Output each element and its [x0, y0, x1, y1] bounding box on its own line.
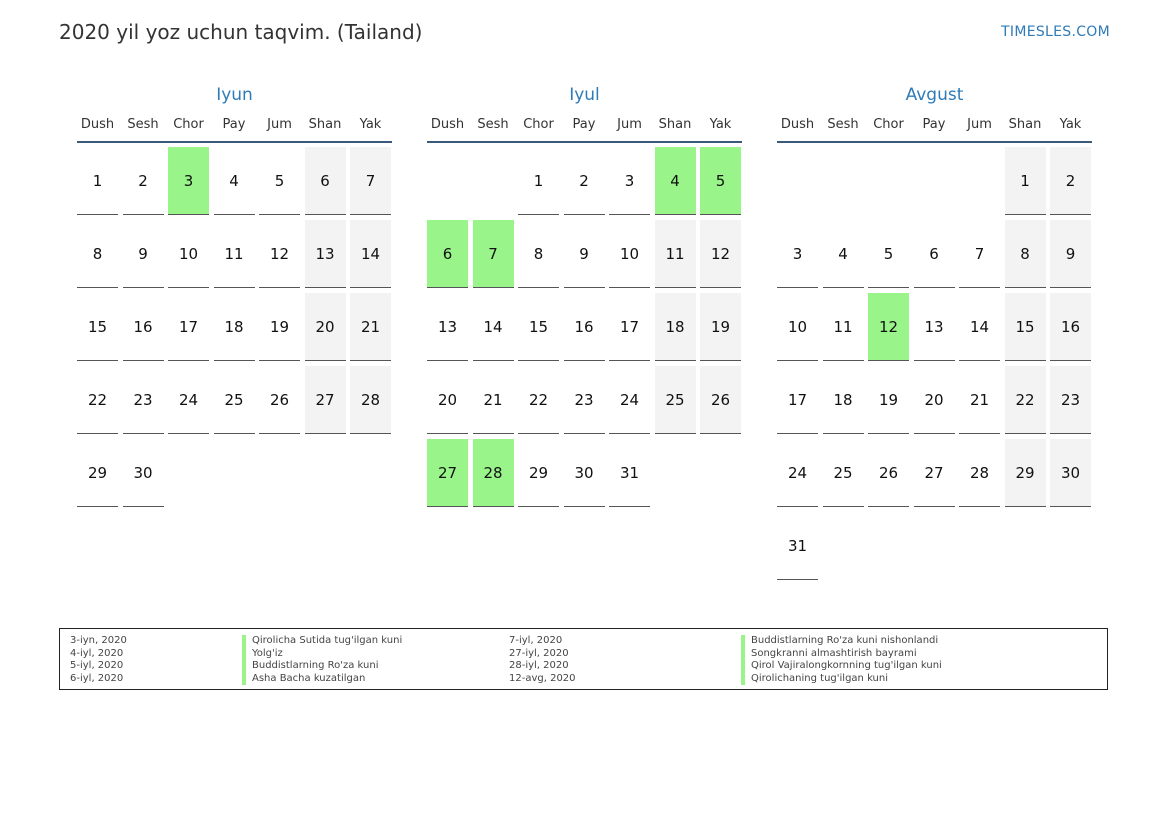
day-cell: 13: [914, 293, 955, 361]
weekday-label: Pay: [922, 117, 946, 132]
day-cell: 8: [518, 220, 559, 288]
month-calendar-july: [427, 84, 742, 507]
legend-dates-col-2: [509, 635, 576, 685]
day-cell: 23: [564, 366, 605, 434]
day-cell: 2: [564, 147, 605, 215]
day-cell: 28: [959, 439, 1000, 507]
day-cell: 16: [1050, 293, 1091, 361]
weekday-label: Chor: [873, 117, 904, 132]
empty-day-cell: [823, 147, 864, 215]
empty-day-cell: [914, 147, 955, 215]
weekday-label: Jum: [267, 117, 292, 132]
day-cell: 20: [427, 366, 468, 434]
day-cell: 21: [350, 293, 391, 361]
day-cell: 4: [214, 147, 255, 215]
empty-day-cell: [777, 147, 818, 215]
day-cell: 13: [427, 293, 468, 361]
day-cell: 22: [518, 366, 559, 434]
day-cell: 17: [609, 293, 650, 361]
day-cell: 9: [564, 220, 605, 288]
legend-holiday-name: Buddistlarning Ro'za kuni: [242, 660, 402, 673]
legend-date: 12-avg, 2020: [509, 672, 576, 684]
day-cell: 31: [609, 439, 650, 507]
day-cell: 2: [1050, 147, 1091, 215]
day-cell: 3: [609, 147, 650, 215]
holiday-legend: [59, 628, 1108, 690]
day-cell: 14: [350, 220, 391, 288]
day-cell: 26: [700, 366, 741, 434]
holiday-day-cell: 4: [655, 147, 696, 215]
day-cell: 12: [259, 220, 300, 288]
weekday-label: Chor: [523, 117, 554, 132]
month-title: Avgust: [905, 85, 964, 105]
holiday-day-cell: 3: [168, 147, 209, 215]
day-cell: 5: [259, 147, 300, 215]
legend-date: 3-iyn, 2020: [70, 635, 127, 646]
day-cell: 25: [655, 366, 696, 434]
day-cell: 22: [77, 366, 118, 434]
month-calendar-june: [77, 84, 392, 507]
legend-holiday-name: Yolg'iz: [242, 648, 402, 661]
day-cell: 6: [305, 147, 346, 215]
weekday-label: Yak: [359, 117, 382, 132]
day-cell: 26: [868, 439, 909, 507]
weekday-header-row: [777, 108, 1092, 143]
day-cell: 24: [168, 366, 209, 434]
legend-holiday-name: Qirolicha Sutida tug'ilgan kuni: [242, 635, 402, 648]
day-cell: 29: [518, 439, 559, 507]
legend-date: 27-iyl, 2020: [509, 647, 569, 659]
day-cell: 9: [1050, 220, 1091, 288]
legend-names-col-2: [741, 635, 942, 685]
holiday-day-cell: 6: [427, 220, 468, 288]
day-cell: 1: [518, 147, 559, 215]
legend-dates-col-1: [70, 635, 127, 685]
legend-date: 5-iyl, 2020: [70, 660, 124, 671]
day-cell: 1: [1005, 147, 1046, 215]
day-cell: 21: [959, 366, 1000, 434]
day-cell: 18: [823, 366, 864, 434]
weekday-label: Sesh: [127, 117, 159, 132]
empty-day-cell: [473, 147, 514, 215]
weekday-label: Shan: [658, 117, 692, 132]
day-cell: 14: [473, 293, 514, 361]
day-cell: 29: [77, 439, 118, 507]
day-cell: 14: [959, 293, 1000, 361]
day-cell: 15: [77, 293, 118, 361]
legend-date: 28-iyl, 2020: [509, 660, 569, 671]
day-cell: 24: [609, 366, 650, 434]
day-cell: 18: [214, 293, 255, 361]
weekday-label: Pay: [222, 117, 246, 132]
day-cell: 11: [214, 220, 255, 288]
day-cell: 7: [959, 220, 1000, 288]
day-cell: 30: [123, 439, 164, 507]
day-cell: 10: [168, 220, 209, 288]
day-cell: 27: [914, 439, 955, 507]
day-cell: 26: [259, 366, 300, 434]
legend-date: 7-iyl, 2020: [509, 635, 563, 646]
day-cell: 28: [350, 366, 391, 434]
month-calendar-august: [777, 84, 1092, 580]
empty-day-cell: [959, 147, 1000, 215]
legend-holiday-name: Qirol Vajiralongkornning tug'ilgan kuni: [741, 660, 942, 673]
day-cell: 15: [1005, 293, 1046, 361]
day-cell: 17: [777, 366, 818, 434]
day-cell: 3: [777, 220, 818, 288]
day-cell: 5: [868, 220, 909, 288]
day-cell: 18: [655, 293, 696, 361]
day-cell: 1: [77, 147, 118, 215]
day-cell: 25: [214, 366, 255, 434]
day-cell: 19: [259, 293, 300, 361]
day-cell: 20: [305, 293, 346, 361]
holiday-day-cell: 27: [427, 439, 468, 507]
site-link[interactable]: TIMESLES.COM: [1001, 24, 1110, 40]
legend-date: 6-iyl, 2020: [70, 672, 124, 684]
page-title: 2020 yil yoz uchun taqvim. (Tailand): [59, 20, 423, 44]
day-cell: 13: [305, 220, 346, 288]
weekday-label: Shan: [308, 117, 342, 132]
day-cell: 12: [700, 220, 741, 288]
day-cell: 23: [1050, 366, 1091, 434]
day-cell: 16: [564, 293, 605, 361]
month-title: Iyun: [216, 85, 253, 105]
empty-day-cell: [427, 147, 468, 215]
weekday-header-row: [77, 108, 392, 143]
weekday-label: Sesh: [477, 117, 509, 132]
day-cell: 15: [518, 293, 559, 361]
legend-names-col-1: [242, 635, 402, 685]
day-cell: 7: [350, 147, 391, 215]
day-cell: 16: [123, 293, 164, 361]
day-cell: 20: [914, 366, 955, 434]
day-cell: 30: [564, 439, 605, 507]
holiday-day-cell: 7: [473, 220, 514, 288]
weekday-label: Yak: [1059, 117, 1082, 132]
day-cell: 19: [868, 366, 909, 434]
month-title: Iyul: [569, 85, 600, 105]
legend-holiday-name: Buddistlarning Ro'za kuni nishonlandi: [741, 635, 942, 648]
weekday-label: Sesh: [827, 117, 859, 132]
day-cell: 11: [823, 293, 864, 361]
day-cell: 25: [823, 439, 864, 507]
day-cell: 23: [123, 366, 164, 434]
empty-day-cell: [868, 147, 909, 215]
days-grid: [777, 147, 1092, 580]
day-cell: 10: [609, 220, 650, 288]
day-cell: 4: [823, 220, 864, 288]
weekday-label: Dush: [780, 117, 815, 132]
weekday-label: Dush: [430, 117, 465, 132]
day-cell: 10: [777, 293, 818, 361]
weekday-label: Jum: [967, 117, 992, 132]
day-cell: 11: [655, 220, 696, 288]
weekday-label: Dush: [80, 117, 115, 132]
day-cell: 22: [1005, 366, 1046, 434]
day-cell: 2: [123, 147, 164, 215]
holiday-day-cell: 5: [700, 147, 741, 215]
legend-holiday-name: Songkranni almashtirish bayrami: [741, 648, 942, 661]
day-cell: 29: [1005, 439, 1046, 507]
day-cell: 21: [473, 366, 514, 434]
day-cell: 8: [77, 220, 118, 288]
days-grid: [427, 147, 742, 507]
holiday-day-cell: 12: [868, 293, 909, 361]
legend-holiday-name: Asha Bacha kuzatilgan: [242, 673, 402, 686]
holiday-day-cell: 28: [473, 439, 514, 507]
weekday-label: Shan: [1008, 117, 1042, 132]
days-grid: [77, 147, 392, 507]
day-cell: 19: [700, 293, 741, 361]
weekday-label: Chor: [173, 117, 204, 132]
legend-holiday-name: Qirolichaning tug'ilgan kuni: [741, 673, 942, 686]
day-cell: 17: [168, 293, 209, 361]
day-cell: 31: [777, 512, 818, 580]
weekday-header-row: [427, 108, 742, 143]
day-cell: 27: [305, 366, 346, 434]
day-cell: 30: [1050, 439, 1091, 507]
day-cell: 6: [914, 220, 955, 288]
weekday-label: Yak: [709, 117, 732, 132]
day-cell: 8: [1005, 220, 1046, 288]
weekday-label: Pay: [572, 117, 596, 132]
legend-date: 4-iyl, 2020: [70, 647, 124, 659]
day-cell: 9: [123, 220, 164, 288]
day-cell: 24: [777, 439, 818, 507]
weekday-label: Jum: [617, 117, 642, 132]
